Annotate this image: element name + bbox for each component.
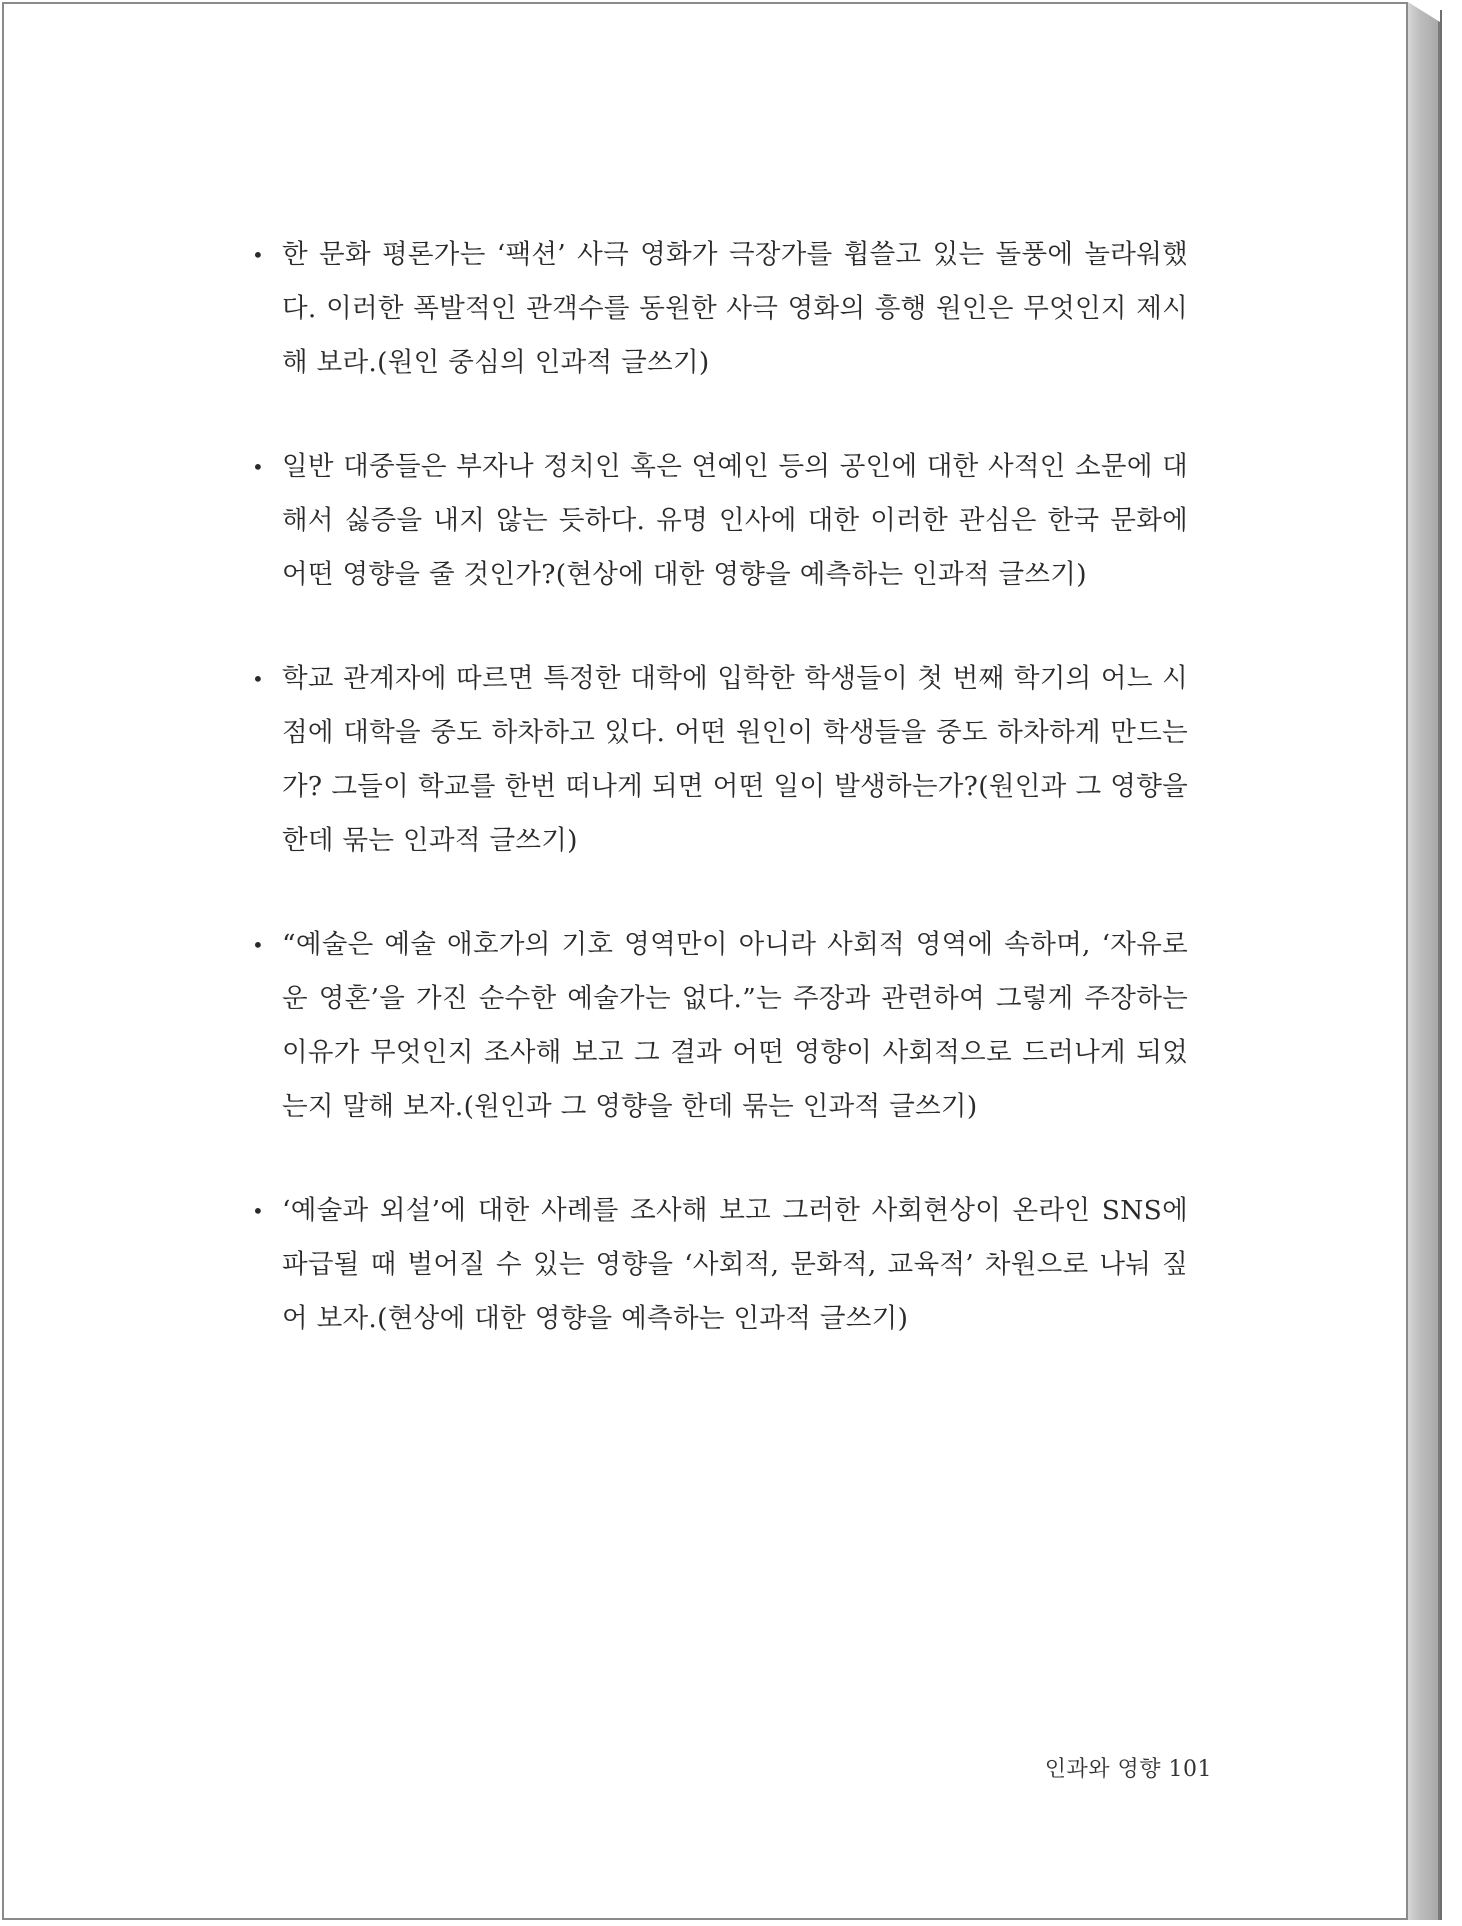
page-edge-line — [1440, 10, 1442, 1920]
bullet-icon: • — [252, 933, 265, 957]
page-number: 101 — [1168, 1757, 1212, 1782]
list-item — [248, 228, 1188, 390]
page-footer — [1045, 1752, 1212, 1783]
list-item-text: 학교 관계자에 따르면 특정한 대학에 입학한 학생들이 첫 번째 학기의 어느 시점에 대학을 중도 하차하고 있다. 어떤 원인이 학생들을 중도 하차하게 만드는가? 그들이 학교를 한번 떠나게 되면 어떤 일이 발생하는가?(원인과 그 영향을 한데 묶는 인과적 글쓰기) — [282, 663, 1188, 856]
list-item-text: 한 문화 평론가는 ‘팩션’ 사극 영화가 극장가를 휩쓸고 있는 돌풍에 놀라워했다. 이러한 폭발적인 관객수를 동원한 사극 영화의 흥행 원인은 무엇인지 제시해 보라.(원인 중심의 인과적 글쓰기) — [282, 239, 1188, 378]
list-item — [248, 918, 1188, 1134]
page-edge — [1408, 2, 1440, 1920]
footer-chapter-title: 인과와 영향 — [1044, 1757, 1161, 1782]
list-item — [248, 1184, 1188, 1346]
list-item-text: ‘예술과 외설’에 대한 사례를 조사해 보고 그러한 사회현상이 온라인 SNS에 파급될 때 벌어질 수 있는 영향을 ‘사회적, 문화적, 교육적’ 차원으로 나눠 짚어 보자.(현상에 대한 영향을 예측하는 인과적 글쓰기) — [282, 1195, 1188, 1334]
list-item — [248, 440, 1188, 602]
bullet-icon: • — [252, 455, 265, 479]
list-item-text: “예술은 예술 애호가의 기호 영역만이 아니라 사회적 영역에 속하며, ‘자유로운 영혼’을 가진 순수한 예술가는 없다.”는 주장과 관련하여 그렇게 주장하는 이유가 무엇인지 조사해 보고 그 결과 어떤 영향이 사회적으로 드러나게 되었는지 말해 보자.(원인과 그 영향을 한데 묶는 인과적 글쓰기) — [282, 929, 1188, 1122]
bullet-icon: • — [252, 667, 265, 691]
bullet-icon: • — [252, 1199, 265, 1223]
bullet-icon: • — [252, 243, 265, 267]
exercise-list — [248, 228, 1188, 1396]
list-item-text: 일반 대중들은 부자나 정치인 혹은 연예인 등의 공인에 대한 사적인 소문에 대해서 싫증을 내지 않는 듯하다. 유명 인사에 대한 이러한 관심은 한국 문화에 어떤 영향을 줄 것인가?(현상에 대한 영향을 예측하는 인과적 글쓰기) — [282, 451, 1188, 590]
list-item — [248, 652, 1188, 868]
